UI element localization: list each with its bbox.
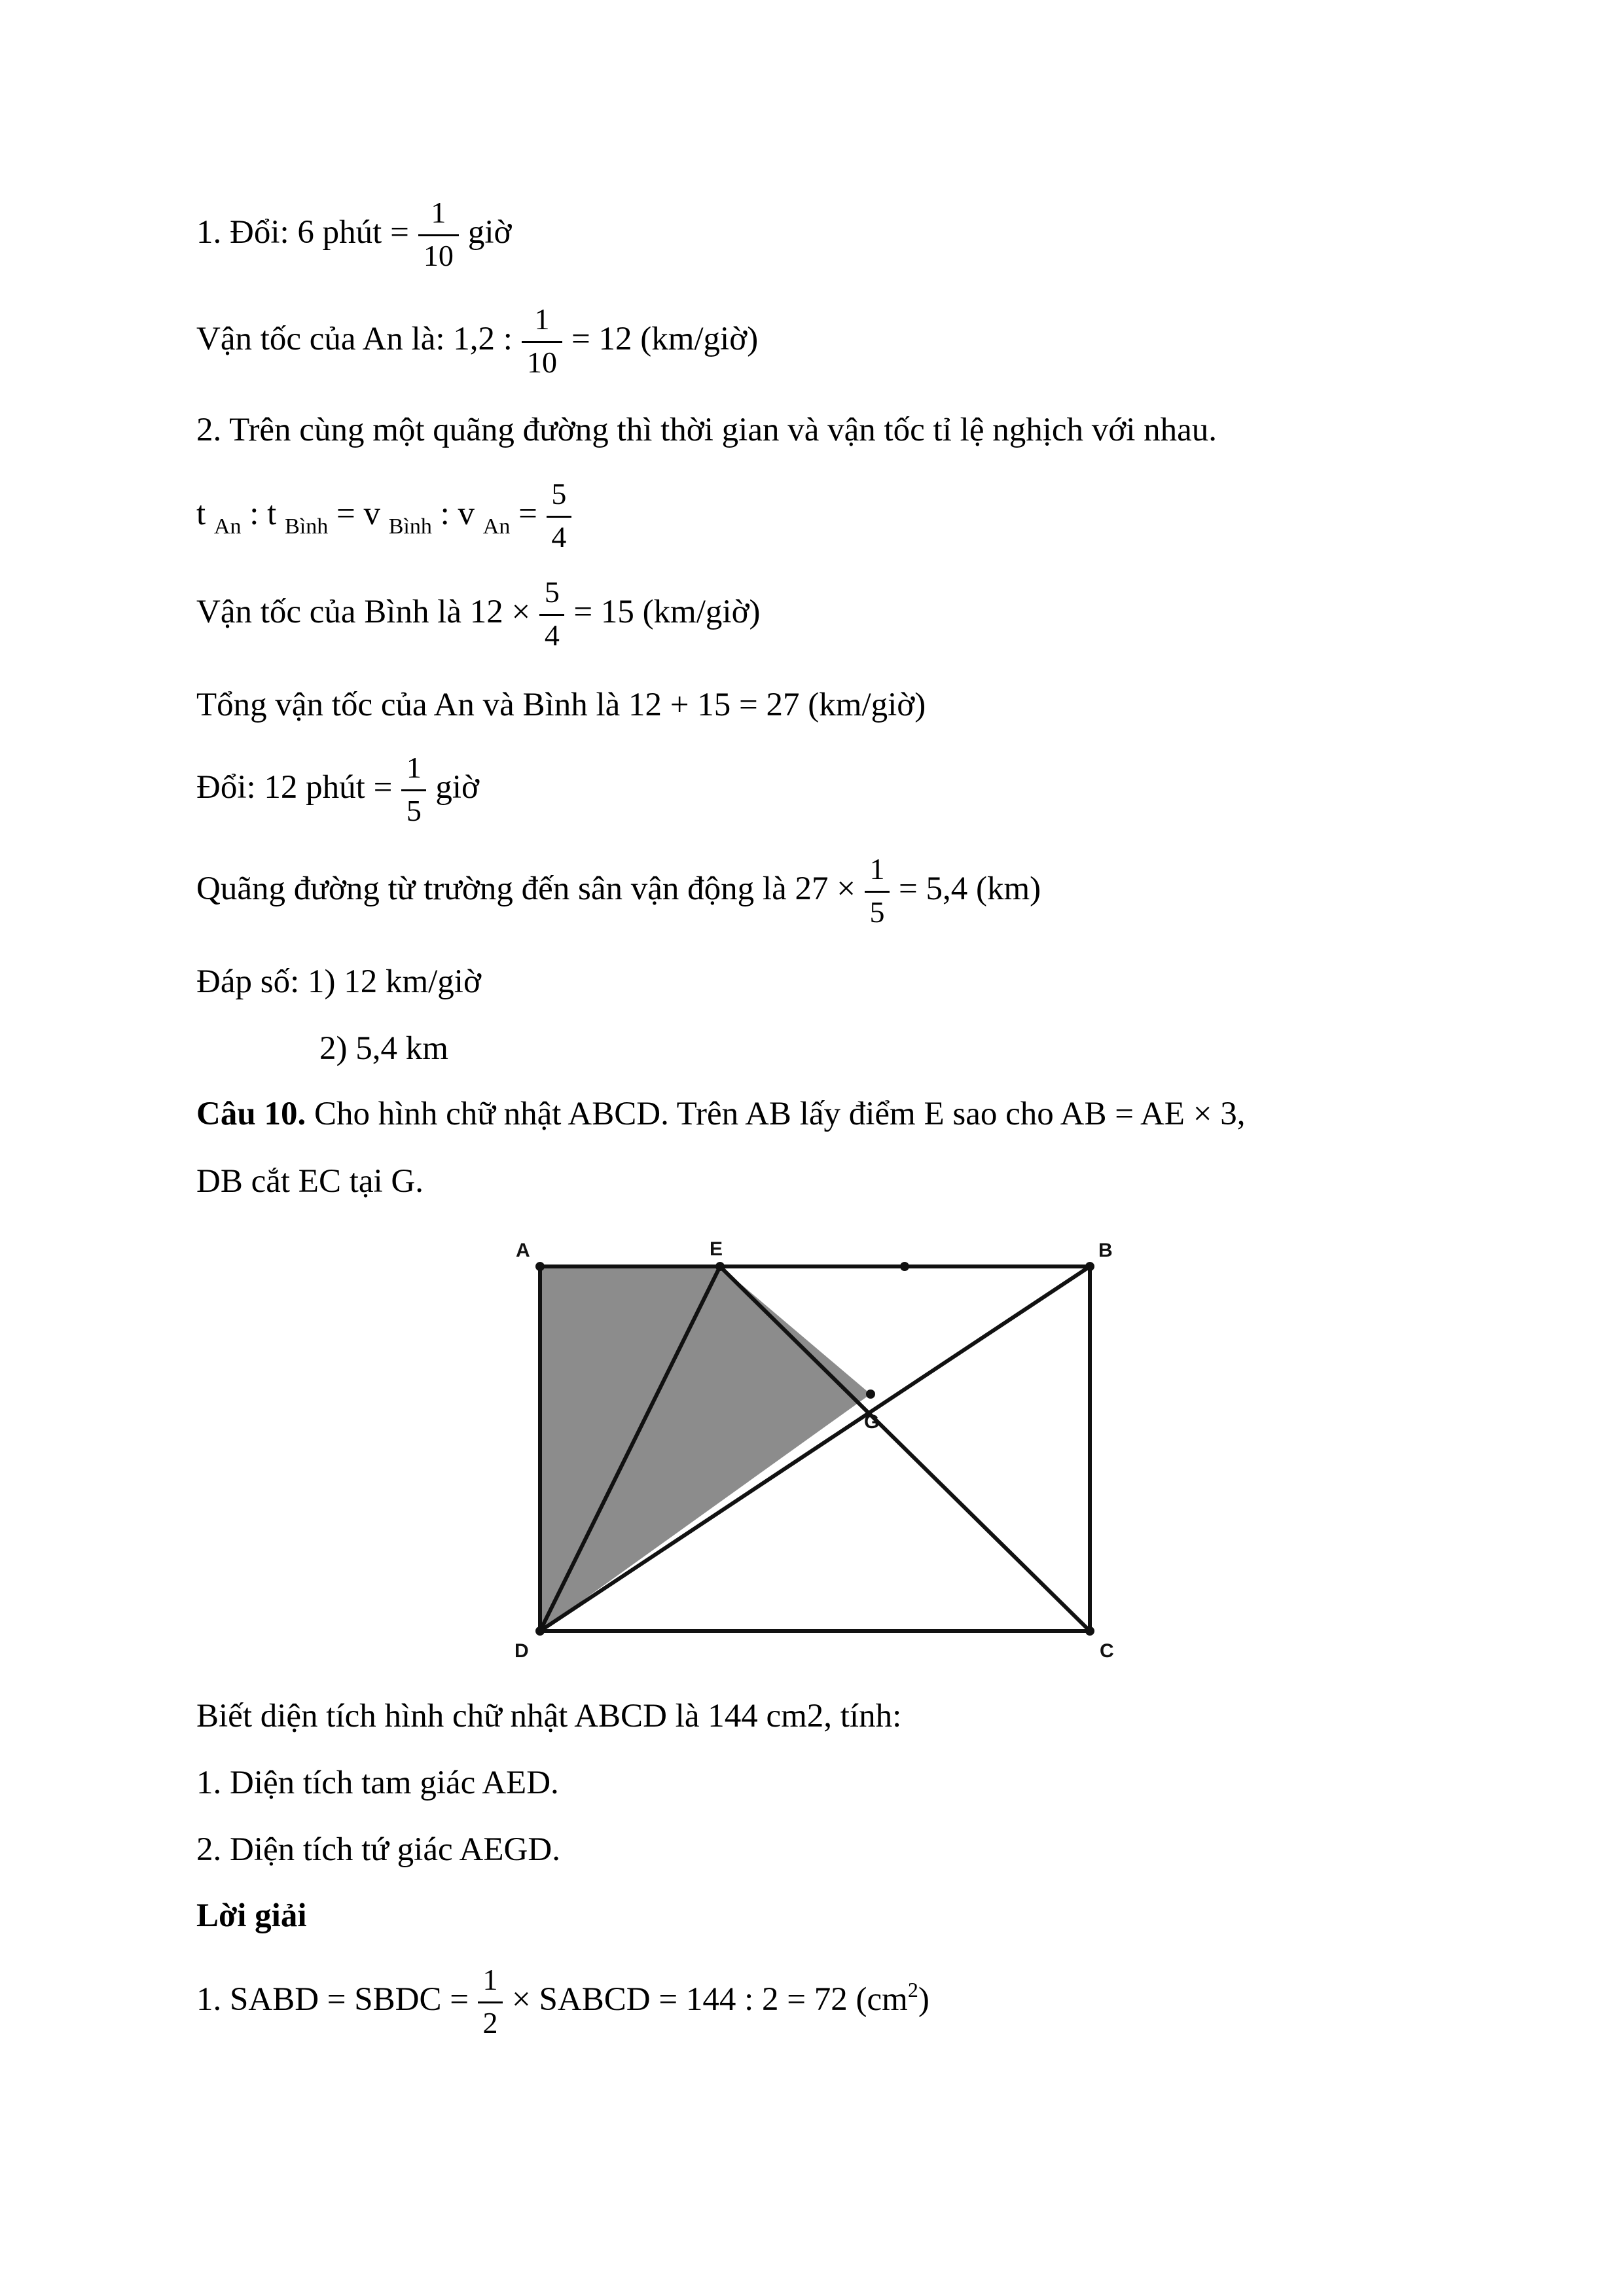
question-10-continued: DB cắt EC tại G.	[196, 1163, 424, 1200]
label-e: E	[710, 1238, 723, 1260]
line-area-given: Biết diện tích hình chữ nhật ABCD là 144 cm2, tính:	[196, 1698, 902, 1734]
fraction: $\frac{1}{5}$	[401, 787, 426, 793]
line-an-speed: Vận tốc của An là: 1,2 : $\frac{1}{10}$ = 12 (km/giờ)	[196, 302, 759, 380]
line-inverse-proportion: 2. Trên cùng một quãng đường thì thời gian và vận tốc tỉ lệ nghịch với nhau.	[196, 412, 1218, 448]
point-b	[1085, 1262, 1094, 1271]
label-c: C	[1100, 1640, 1114, 1662]
line-answer-1: Đáp số: 1) 12 km/giờ	[196, 963, 481, 1000]
line-convert-12-minutes: Đổi: 12 phút = $\frac{1}{5}$ giờ	[196, 751, 479, 828]
line-task-1: 1. Diện tích tam giác AED.	[196, 1765, 559, 1801]
fraction: $\frac{1}{2}$	[478, 1999, 503, 2005]
line-total-speed: Tổng vận tốc của An và Bình là 12 + 15 = 27 (km/giờ)	[196, 687, 926, 723]
fraction: $\frac{5}{4}$	[539, 611, 564, 618]
fraction: $\frac{5}{4}$	[547, 513, 571, 520]
question-10: Câu 10. Cho hình chữ nhật ABCD. Trên AB lấy điểm E sao cho AB = AE × 3,	[196, 1096, 1246, 1132]
fraction: $\frac{1}{10}$	[418, 232, 459, 238]
label-a: A	[516, 1240, 530, 1261]
point-g	[866, 1390, 875, 1399]
label-d: D	[514, 1640, 529, 1662]
line-task-2: 2. Diện tích tứ giác AEGD.	[196, 1831, 560, 1868]
fraction: $\frac{1}{10}$	[522, 338, 562, 345]
point-c	[1085, 1626, 1094, 1636]
line-convert-6-minutes: 1. Đổi: 6 phút = $\frac{1}{10}$ giờ	[196, 196, 512, 273]
point-e	[715, 1262, 725, 1271]
label-b: B	[1098, 1240, 1113, 1261]
rectangle-diagram	[497, 1230, 1126, 1662]
line-solution-1: 1. SABD = SBDC = $\frac{1}{2}$ × SABCD = 144 : 2 = 72 $(cm^2)$	[196, 1963, 929, 2040]
point-a	[535, 1262, 545, 1271]
line-answer-2: 2) 5,4 km	[319, 1030, 448, 1067]
fraction: $\frac{1}{5}$	[865, 888, 890, 895]
line-time-ratio: t $_{An}$ : t $_{Bình}$ = v $_{Bình}$ : v $_{An}$ = $\frac{5}{4}$	[196, 497, 581, 531]
solution-heading: Lời giải	[196, 1897, 307, 1934]
line-binh-speed: Vận tốc của Bình là 12 × $\frac{5}{4}$ = 15 (km/giờ)	[196, 575, 761, 653]
point-d	[535, 1626, 545, 1636]
shaded-quadrilateral-aegd	[540, 1266, 871, 1631]
line-distance: Quãng đường từ trường đến sân vận động là 27 × $\frac{1}{5}$ = 5,4 (km)	[196, 852, 1041, 929]
point-mid-eb	[900, 1262, 909, 1271]
label-g: G	[864, 1411, 880, 1433]
